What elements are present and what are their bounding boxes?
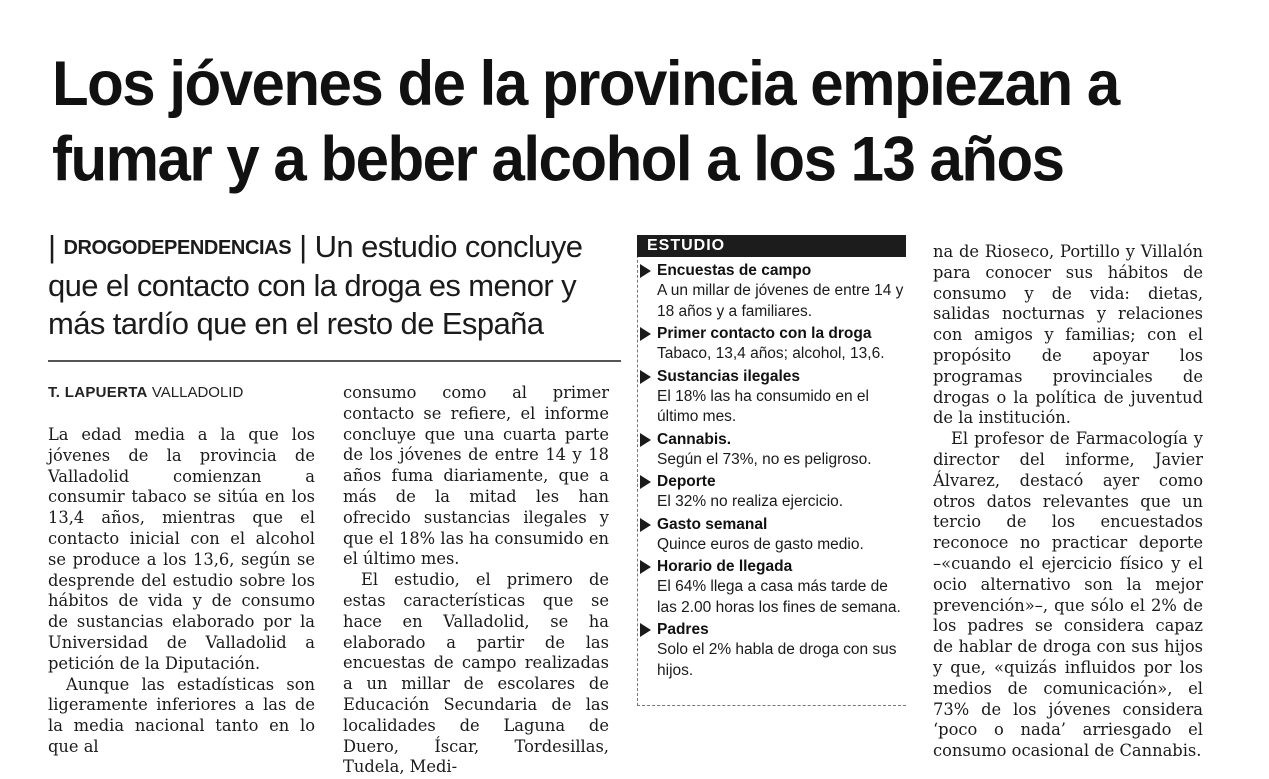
sidebar-item-body: El 18% las ha consumido en el último mes. (657, 387, 869, 425)
subheadline: | DROGODEPENDENCIAS | Un estudio concluye que el contacto con la droga es menor y más tardío que en el resto de España (48, 229, 583, 341)
arrow-right-icon (640, 475, 651, 489)
sidebar-list (638, 257, 906, 681)
sidebar-item (640, 515, 906, 556)
arrow-right-icon (640, 264, 651, 278)
headline (52, 46, 1252, 197)
sidebar-item (640, 430, 906, 471)
article-paragraph: consumo como al primer contacto se refiere, el informe concluye que una cuarta parte de los jóvenes de entre 14 y 18 años fuma diariamente, que a más de la mitad les han ofrecido sustancias ilegales y que el 18% las ha consumido en el último mes. (343, 383, 609, 569)
article-paragraph: El estudio, el primero de estas características que se hace en Valladolid, se ha elaborado a partir de las encuestas de campo realizadas a un millar de escolares de Educación Secundaria de las localidades de Laguna de Duero, Íscar, Tordesillas, Tudela, Medi- (343, 570, 609, 777)
article-column-4 (933, 242, 1203, 762)
arrow-right-icon (640, 433, 651, 447)
sidebar-item-body: Solo el 2% habla de droga con sus hijos. (657, 641, 897, 679)
article-paragraph: El profesor de Farmacología y director del informe, Javier Álvarez, destacó ayer como otros datos relevantes que un tercio de los encuestados reconoce no practicar deporte –«cuando el ejercicio físico y el ocio alternativo son la mejor prevención»–, que sólo el 2% de los padres se considera capaz de hablar de droga con sus hijos y que, «quizás influidos por los medios de comunicación», el 73% de los jóvenes considera ‘poco o nada’ arriesgado el consumo ocasional de Cannabis. (933, 429, 1203, 761)
sidebar-item-body: El 32% no realiza ejercicio. (657, 493, 844, 510)
headline-line-1: Los jóvenes de la provincia empiezan a (52, 48, 1119, 119)
sidebar-item (640, 261, 906, 322)
subheadline-text: Un estudio concluye que el contacto con la droga es menor y más tardío que en el resto de España (48, 229, 583, 341)
article-column-1 (48, 425, 315, 758)
article-paragraph: Aunque las estadísticas son ligeramente inferiores a las de la media nacional tanto en lo que al (48, 674, 315, 756)
sidebar-item (640, 324, 906, 365)
sidebar-item-head: Horario de llegada (657, 558, 793, 575)
sidebar-item-head: Cannabis. (657, 430, 732, 448)
byline-author: T. LAPUERTA (48, 384, 148, 401)
sidebar-title: ESTUDIO (637, 235, 906, 257)
article-column-2 (343, 383, 609, 778)
byline-location: VALLADOLID (151, 384, 244, 401)
arrow-right-icon (640, 327, 651, 341)
sidebar-item-head: Deporte (657, 473, 716, 490)
sidebar-item (640, 367, 906, 428)
byline (48, 384, 243, 401)
sidebar-item (640, 472, 906, 513)
sidebar-item-body: El 64% llega a casa más tarde de las 2.00 horas los fines de semana. (657, 578, 901, 616)
sidebar-item-body: Según el 73%, no es peligroso. (657, 450, 872, 468)
study-sidebar (637, 235, 906, 706)
article-paragraph: La edad media a la que los jóvenes de la provincia de Valladolid comienzan a consumir tabaco se sitúa en los 13,4 años, mientras que el contacto inicial con el alcohol se produce a los 13,6, según se desprende del estudio sobre los hábitos de vida y de consumo de sustancias elaborado por la Universidad de Valladolid a petición de la Diputación. (48, 425, 315, 673)
arrow-right-icon (640, 560, 651, 574)
sidebar-item-head: Padres (657, 621, 709, 638)
headline-line-2: fumar y a beber alcohol a los 13 años (52, 123, 1064, 195)
sidebar-item (640, 557, 906, 618)
arrow-right-icon (640, 370, 651, 384)
arrow-right-icon (640, 623, 651, 637)
divider (48, 360, 621, 362)
sidebar-item-head: Primer contacto con la droga (657, 325, 872, 342)
sidebar-item-head: Sustancias ilegales (657, 367, 801, 385)
article-paragraph: na de Rioseco, Portillo y Villalón para conocer sus hábitos de consumo y de vida: dietas, salidas nocturnas y relaciones con amigos y familias; con el propósito de apoyar los programas provinciales de drogas o la política de juventud de la institución. (933, 242, 1203, 428)
arrow-right-icon (640, 518, 651, 532)
sidebar-item-body: Quince euros de gasto medio. (657, 535, 864, 553)
section-tag: DROGODEPENDENCIAS (63, 237, 292, 259)
sidebar-item-head: Encuestas de campo (657, 262, 812, 279)
sidebar-item (640, 620, 906, 681)
sidebar-item-body: A un millar de jóvenes de entre 14 y 18 años y a familiares. (657, 282, 904, 320)
sidebar-item-body: Tabaco, 13,4 años; alcohol, 13,6. (657, 345, 885, 362)
sidebar-item-head: Gasto semanal (657, 515, 768, 533)
